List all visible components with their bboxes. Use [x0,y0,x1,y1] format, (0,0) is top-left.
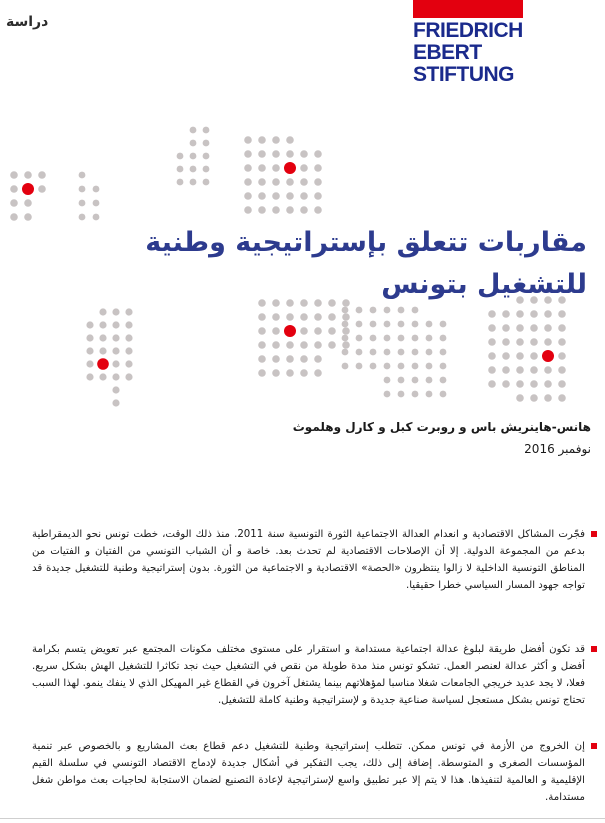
gray-map-dot [544,366,552,374]
gray-map-dot [286,178,294,186]
gray-map-dot [300,150,308,158]
bullet-square-icon [591,531,597,537]
gray-map-dot [86,347,93,354]
gray-map-dot [342,363,349,370]
gray-map-dot [272,341,280,349]
gray-map-dot [530,380,538,388]
gray-map-dot [244,178,252,186]
logo-line-3: STIFTUNG [413,63,514,86]
gray-map-dot [300,327,308,335]
gray-map-dot [426,335,433,342]
gray-map-dot [370,307,377,314]
gray-map-dot [342,341,350,349]
gray-map-dot [488,338,496,346]
gray-map-dot [398,363,405,370]
gray-map-dot [112,360,119,367]
gray-map-dot [86,334,93,341]
gray-map-dot [440,349,447,356]
gray-map-dot [314,313,322,321]
gray-map-dot [384,335,391,342]
gray-map-dot [530,352,538,360]
gray-map-dot [300,369,308,377]
gray-map-dot [203,166,210,173]
gray-map-dot [99,334,106,341]
logo-line-2: EBERT [413,41,482,64]
red-location-dot [97,358,109,370]
gray-map-dot [544,338,552,346]
gray-map-dot [125,334,132,341]
gray-map-dot [328,313,336,321]
gray-map-dot [412,349,419,356]
gray-map-dot [272,136,280,144]
gray-map-dot [10,185,18,193]
paragraph-text: فجّرت المشاكل الاقتصادية و انعدام العدالة الاجتماعية الثورة التونسية سنة 2011. منذ ذلك الوقت، خطت تونس نحو الديمقراطية بدعم من المجموعة الدولية. إلا أن الإصلاحات الاقتصادية لم تحدث بعد. خاصة و أن الشباب التونسي من الفتيان و الفتيات من المناطق التونسية الداخلية لا زالوا ينتظرون «الحصة» الاقتصادية و الاجتماعية من الثورة. بدون إستراتيجية وطنية للتشغيل جديدة قد تواجه جهود المسار السياسي خطرا حقيقيا. [32,529,585,591]
gray-map-dot [258,341,266,349]
gray-map-dot [300,341,308,349]
gray-map-dot [558,324,566,332]
gray-map-dot [300,313,308,321]
red-location-dot [22,183,34,195]
paragraph-text: إن الخروج من الأزمة في تونس ممكن. تتطلب إستراتيجية وطنية للتشغيل دعم قطاع بعث المشاريع و بالخصوص عبر تنمية المؤسسات الصغرى و المتوسطة. إضافة إلى ذلك، يجب التفكير في أشكال جديدة لإدماج الاقتصاد التونسي في سلسلة القيم الإقليمية و العالمية لتنفيذها. هذا لا يتم إلا عبر تطبيق واسع لإستراتيجية لإعادة التصنيع لضمان الاستجابة لحاجيات بعث مواطن شغل مستدامة. [32,741,585,803]
gray-map-dot [258,150,266,158]
gray-map-dot [384,349,391,356]
gray-map-dot [558,366,566,374]
gray-map-dot [530,324,538,332]
gray-map-dot [516,310,524,318]
gray-map-dot [112,386,119,393]
gray-map-dot [412,335,419,342]
gray-map-dot [112,347,119,354]
gray-map-dot [99,321,106,328]
gray-map-dot [544,324,552,332]
gray-map-dot [190,153,197,160]
gray-map-dot [286,369,294,377]
gray-map-dot [426,377,433,384]
gray-map-dot [300,164,308,172]
gray-map-dot [356,335,363,342]
gray-map-dot [258,355,266,363]
gray-map-dot [286,192,294,200]
gray-map-dot [300,178,308,186]
gray-map-dot [272,206,280,214]
gray-map-dot [258,206,266,214]
gray-map-dot [440,321,447,328]
red-location-dot [284,162,296,174]
gray-map-dot [370,335,377,342]
gray-map-dot [314,327,322,335]
gray-map-dot [398,391,405,398]
gray-map-dot [356,321,363,328]
gray-map-dot [488,352,496,360]
gray-map-dot [125,321,132,328]
logo-wordmark [413,20,523,86]
gray-map-dot [502,366,510,374]
gray-map-dot [488,380,496,388]
gray-map-dot [24,199,32,207]
gray-map-dot [558,394,566,402]
gray-map-dot [314,192,322,200]
gray-map-dot [258,178,266,186]
gray-map-dot [203,127,210,134]
gray-map-dot [516,394,524,402]
gray-map-dot [314,355,322,363]
bullet-square-icon [591,646,597,652]
gray-map-dot [112,321,119,328]
gray-map-dot [99,347,106,354]
gray-map-dot [177,153,184,160]
gray-map-dot [10,171,18,179]
gray-map-dot [112,399,119,406]
gray-map-dot [300,192,308,200]
gray-map-dot [426,321,433,328]
paragraph-text: قد تكون أفضل طريقة لبلوغ عدالة اجتماعية مستدامة و استقرار على مستوى مختلف مكونات المجتمع عبر تعويض يتسم بكرامة أفضل و أكثر عدالة لعنصر العمل. تشكو تونس منذ مدة طويلة من نقص في التشغيل حيث نجد تكاثرا للتشغيل الهش بشكل سريع. فعلا، لا يجد عديد خريجي الجامعات شغلا مناسبا لمؤهلاتهم بينما يشتغل آخرون في القطاع غير المهيكل الذي لا ينفك ينمو. لهذا السبب تحتاج تونس بشكل مستعجل لسياسة صناعية جديدة و لإستراتيجية وطنية كاملة للتشغيل. [32,644,585,706]
gray-map-dot [398,377,405,384]
gray-map-dot [502,338,510,346]
gray-map-dot [38,171,46,179]
publication-date: نوفمبر 2016 [524,442,591,456]
gray-map-dot [10,199,18,207]
gray-map-dot [384,321,391,328]
gray-map-dot [544,310,552,318]
logo-red-bar [413,0,523,18]
gray-map-dot [558,310,566,318]
page-bottom-rule [0,818,605,819]
gray-map-dot [79,186,86,193]
gray-map-dot [530,338,538,346]
gray-map-dot [38,185,46,193]
gray-map-dot [558,380,566,388]
gray-map-dot [488,324,496,332]
logo-line-1: FRIEDRICH [413,19,523,42]
red-location-dot [284,325,296,337]
gray-map-dot [412,307,419,314]
gray-map-dot [203,140,210,147]
gray-map-dot [272,355,280,363]
gray-map-dot [125,347,132,354]
gray-map-dot [203,179,210,186]
gray-map-dot [314,369,322,377]
authors-line: هانس-هاينريش باس و روبرت كبل و كارل وهلموث [292,420,591,434]
gray-map-dot [314,178,322,186]
gray-map-dot [440,335,447,342]
gray-map-dot [488,310,496,318]
gray-map-dot [300,206,308,214]
gray-map-dot [440,391,447,398]
bullet-square-icon [591,743,597,749]
gray-map-dot [370,321,377,328]
gray-map-dot [502,324,510,332]
gray-map-dot [190,166,197,173]
gray-map-dot [384,363,391,370]
gray-map-dot [10,213,18,221]
gray-map-dot [558,352,566,360]
gray-map-dot [440,363,447,370]
gray-map-dot [342,335,349,342]
gray-map-dot [398,321,405,328]
gray-map-dot [203,153,210,160]
gray-map-dot [342,307,349,314]
gray-map-dot [530,394,538,402]
gray-map-dot [342,327,350,335]
gray-map-dot [328,341,336,349]
gray-map-dot [530,310,538,318]
gray-map-dot [370,349,377,356]
gray-map-dot [272,369,280,377]
gray-map-dot [125,308,132,315]
gray-map-dot [86,321,93,328]
gray-map-dot [412,377,419,384]
gray-map-dot [190,127,197,134]
gray-map-dot [286,136,294,144]
gray-map-dot [286,150,294,158]
document-type-label: دراسة [6,14,49,30]
gray-map-dot [516,380,524,388]
gray-map-dot [86,373,93,380]
gray-map-dot [516,366,524,374]
gray-map-dot [384,377,391,384]
gray-map-dot [177,179,184,186]
gray-map-dot [530,366,538,374]
gray-map-dot [244,192,252,200]
gray-map-dot [370,363,377,370]
red-location-dot [542,350,554,362]
gray-map-dot [398,349,405,356]
gray-map-dot [190,179,197,186]
gray-map-dot [286,341,294,349]
gray-map-dot [300,355,308,363]
gray-map-dot [516,352,524,360]
gray-map-dot [544,394,552,402]
gray-map-dot [328,327,336,335]
gray-map-dot [286,355,294,363]
gray-map-dot [272,192,280,200]
gray-map-dot [244,164,252,172]
gray-map-dot [516,338,524,346]
gray-map-dot [426,349,433,356]
gray-map-dot [544,380,552,388]
gray-map-dot [272,150,280,158]
gray-map-dot [258,136,266,144]
gray-map-dot [93,214,100,221]
gray-map-dot [125,360,132,367]
gray-map-dot [272,313,280,321]
gray-map-dot [177,166,184,173]
gray-map-dot [258,164,266,172]
gray-map-dot [342,349,349,356]
gray-map-dot [258,313,266,321]
gray-map-dot [272,327,280,335]
document-title [27,222,587,306]
gray-map-dot [398,307,405,314]
gray-map-dot [426,363,433,370]
gray-map-dot [356,349,363,356]
gray-map-dot [190,140,197,147]
gray-map-dot [272,164,280,172]
gray-map-dot [112,308,119,315]
gray-map-dot [79,214,86,221]
gray-map-dot [112,373,119,380]
gray-map-dot [79,200,86,207]
gray-map-dot [244,150,252,158]
summary-paragraph-2 [32,641,585,709]
gray-map-dot [79,172,86,179]
gray-map-dot [356,363,363,370]
gray-map-dot [488,366,496,374]
gray-map-dot [356,307,363,314]
gray-map-dot [286,313,294,321]
gray-map-dot [502,352,510,360]
gray-map-dot [558,338,566,346]
gray-map-dot [244,136,252,144]
gray-map-dot [24,213,32,221]
gray-map-dot [24,171,32,179]
title-line-2: للتشغيل بتونس [381,269,587,300]
gray-map-dot [516,324,524,332]
gray-map-dot [342,313,350,321]
gray-map-dot [93,186,100,193]
gray-map-dot [314,341,322,349]
summary-paragraph-1 [32,526,585,594]
gray-map-dot [426,391,433,398]
gray-map-dot [342,321,349,328]
gray-map-dot [99,308,106,315]
gray-map-dot [99,373,106,380]
summary-paragraph-3 [32,738,585,806]
gray-map-dot [314,150,322,158]
gray-map-dot [440,377,447,384]
gray-map-dot [412,363,419,370]
gray-map-dot [412,321,419,328]
gray-map-dot [244,206,252,214]
gray-map-dot [502,310,510,318]
gray-map-dot [258,369,266,377]
gray-map-dot [314,206,322,214]
gray-map-dot [112,334,119,341]
gray-map-dot [272,178,280,186]
gray-map-dot [314,164,322,172]
gray-map-dot [412,391,419,398]
gray-map-dot [93,200,100,207]
gray-map-dot [286,206,294,214]
gray-map-dot [502,380,510,388]
gray-map-dot [384,391,391,398]
gray-map-dot [125,373,132,380]
gray-map-dot [398,335,405,342]
gray-map-dot [86,360,93,367]
gray-map-dot [258,192,266,200]
gray-map-dot [384,307,391,314]
gray-map-dot [258,327,266,335]
title-line-1: مقاربات تتعلق بإستراتيجية وطنية [145,227,587,258]
